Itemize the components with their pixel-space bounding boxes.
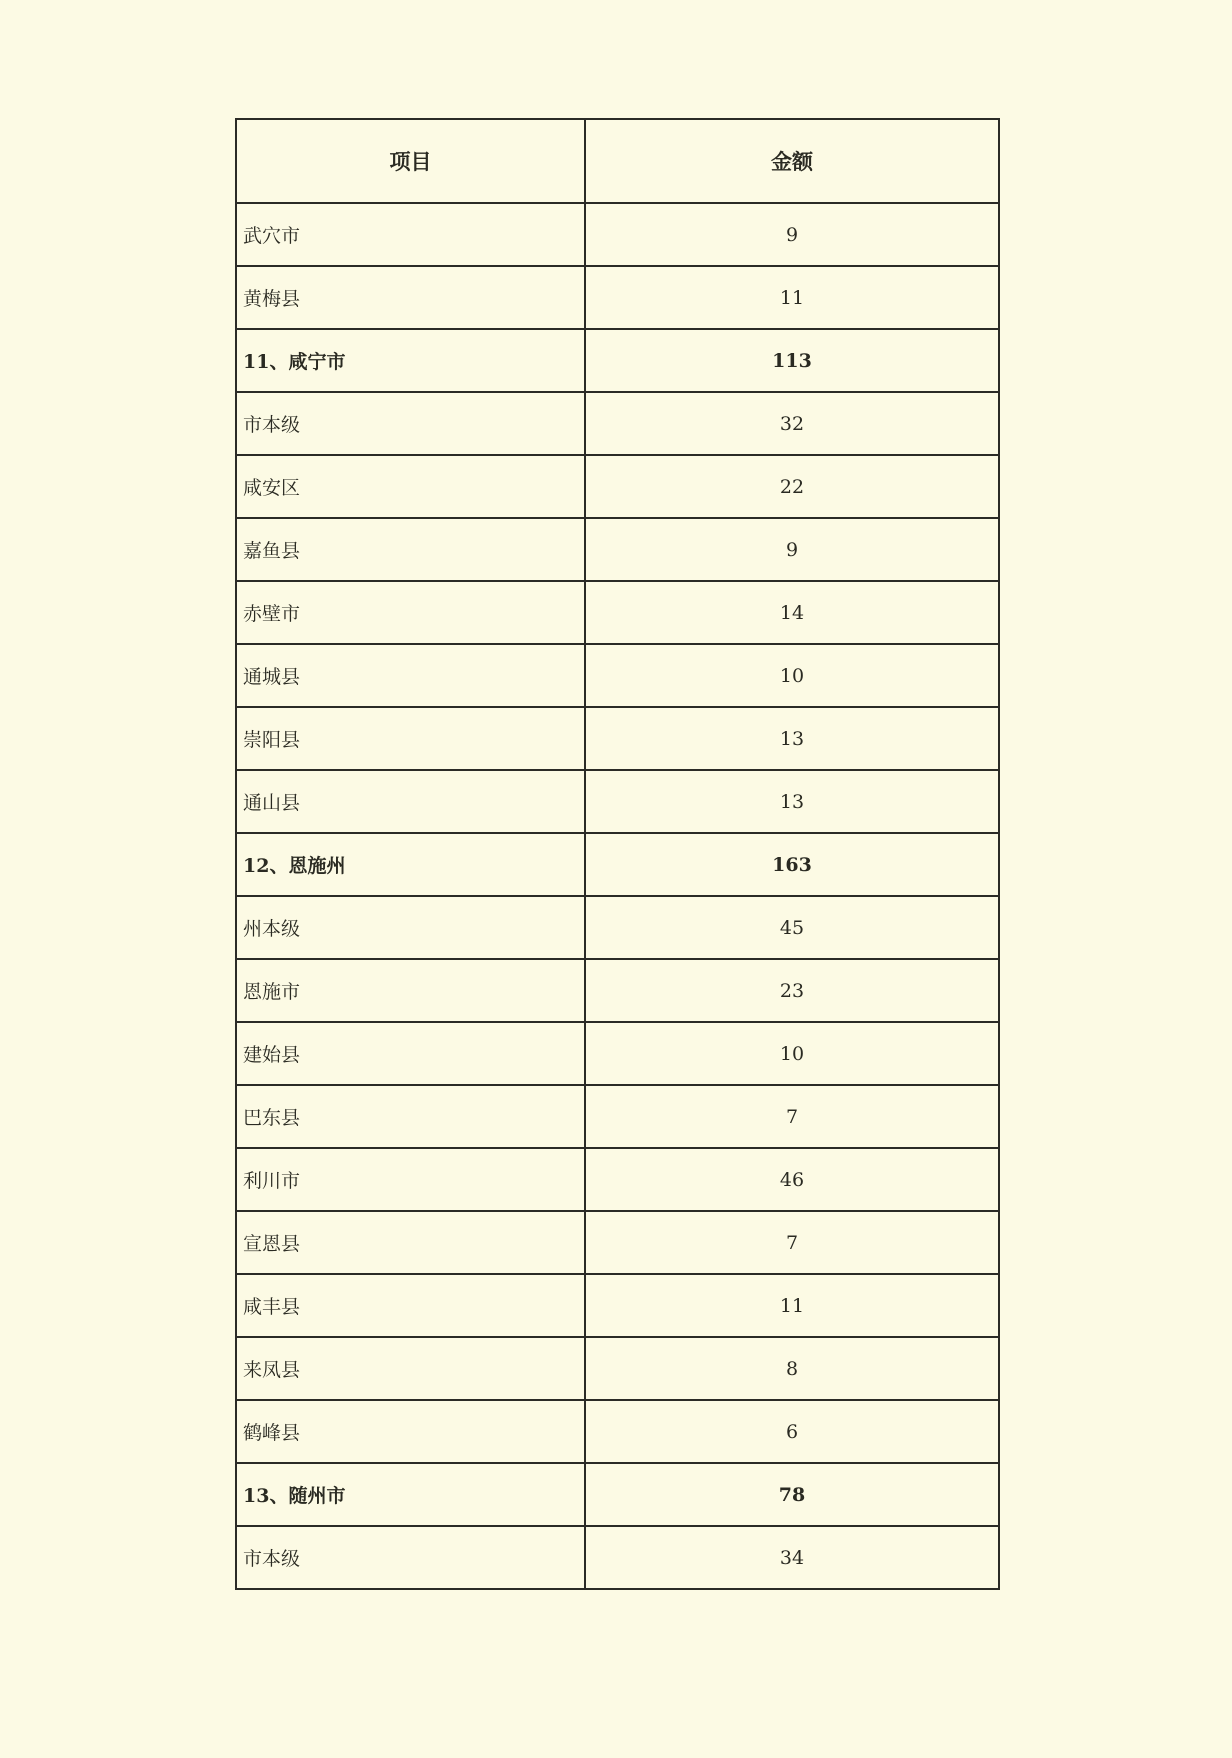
table-header-row — [236, 119, 999, 203]
table-group-row — [236, 1463, 999, 1526]
item-name: 13、随州市 — [236, 1463, 585, 1526]
item-amount: 13 — [585, 707, 999, 770]
item-amount: 45 — [585, 896, 999, 959]
item-amount: 46 — [585, 1148, 999, 1211]
item-amount: 78 — [585, 1463, 999, 1526]
table-row — [236, 896, 999, 959]
item-name: 通山县 — [236, 770, 585, 833]
table-row — [236, 1400, 999, 1463]
funding-table — [235, 118, 1000, 1590]
table-row — [236, 1148, 999, 1211]
item-amount: 14 — [585, 581, 999, 644]
table-row — [236, 518, 999, 581]
item-amount: 10 — [585, 644, 999, 707]
table-row — [236, 707, 999, 770]
item-name: 恩施市 — [236, 959, 585, 1022]
item-name: 12、恩施州 — [236, 833, 585, 896]
table-row — [236, 581, 999, 644]
item-name: 市本级 — [236, 1526, 585, 1589]
item-name: 赤壁市 — [236, 581, 585, 644]
table-row — [236, 1022, 999, 1085]
header-item: 项目 — [236, 119, 585, 203]
item-amount: 7 — [585, 1085, 999, 1148]
table-row — [236, 266, 999, 329]
item-name: 崇阳县 — [236, 707, 585, 770]
item-name: 州本级 — [236, 896, 585, 959]
table-row — [236, 1085, 999, 1148]
item-name: 鹤峰县 — [236, 1400, 585, 1463]
item-amount: 7 — [585, 1211, 999, 1274]
table-row — [236, 455, 999, 518]
item-name: 11、咸宁市 — [236, 329, 585, 392]
item-name: 利川市 — [236, 1148, 585, 1211]
item-amount: 10 — [585, 1022, 999, 1085]
item-amount: 11 — [585, 1274, 999, 1337]
item-amount: 22 — [585, 455, 999, 518]
table-group-row — [236, 833, 999, 896]
table-row — [236, 203, 999, 266]
item-name: 巴东县 — [236, 1085, 585, 1148]
item-name: 黄梅县 — [236, 266, 585, 329]
table-row — [236, 1337, 999, 1400]
table-row — [236, 1211, 999, 1274]
table-row — [236, 644, 999, 707]
item-amount: 13 — [585, 770, 999, 833]
item-name: 咸丰县 — [236, 1274, 585, 1337]
item-name: 来凤县 — [236, 1337, 585, 1400]
table-row — [236, 959, 999, 1022]
item-amount: 9 — [585, 518, 999, 581]
table-row — [236, 392, 999, 455]
item-amount: 11 — [585, 266, 999, 329]
item-name: 咸安区 — [236, 455, 585, 518]
header-amount: 金额 — [585, 119, 999, 203]
item-amount: 9 — [585, 203, 999, 266]
item-amount: 6 — [585, 1400, 999, 1463]
item-name: 建始县 — [236, 1022, 585, 1085]
item-amount: 23 — [585, 959, 999, 1022]
table-row — [236, 1274, 999, 1337]
item-amount: 113 — [585, 329, 999, 392]
item-name: 宣恩县 — [236, 1211, 585, 1274]
item-amount: 32 — [585, 392, 999, 455]
item-name: 通城县 — [236, 644, 585, 707]
table-row — [236, 770, 999, 833]
item-amount: 8 — [585, 1337, 999, 1400]
table-group-row — [236, 329, 999, 392]
item-amount: 163 — [585, 833, 999, 896]
item-name: 市本级 — [236, 392, 585, 455]
item-amount: 34 — [585, 1526, 999, 1589]
table-row — [236, 1526, 999, 1589]
item-name: 武穴市 — [236, 203, 585, 266]
table-body — [236, 203, 999, 1589]
item-name: 嘉鱼县 — [236, 518, 585, 581]
